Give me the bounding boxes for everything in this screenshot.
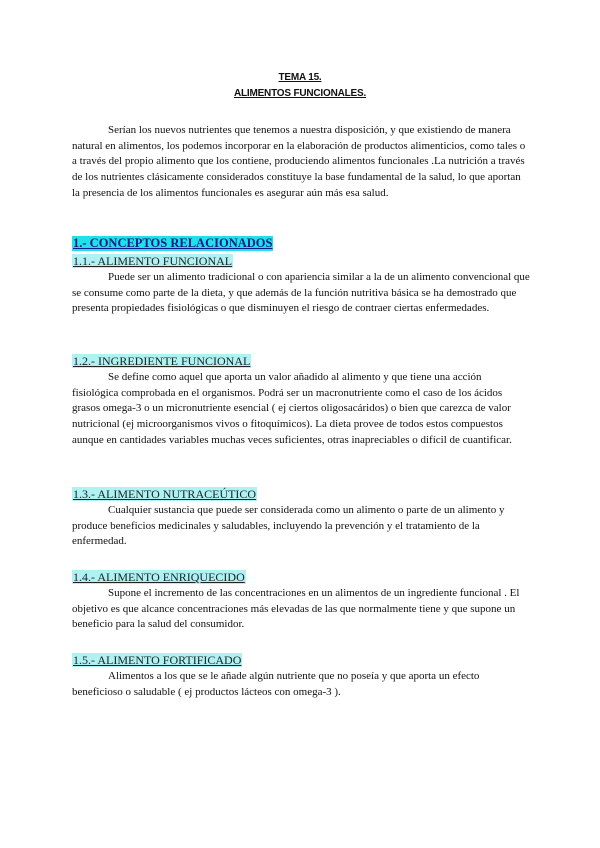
subsection-heading-5: 1.5.- ALIMENTO FORTIFICADO (73, 653, 242, 667)
subsection-body-2: Se define como aquel que aporta un valor añadido al alimento y que tiene una acción fisiológica comprobada en el organismos. Podrá ser un macronutriente como el caso de los ácidos grasos omega-3 o un micronutriente esencial ( ej ciertos oligosacáridos) o bien que carezca de valor nutricional (ej microorganismos vivos o fitoquímicos). La dieta provee de todos estos compuestos aunque en cantidades variables muchas veces suficientes, otras inapreciables o difícil de cuantificar. (72, 371, 512, 446)
subsection-body-3: Cualquier sustancia que puede ser considerada como un alimento o parte de un alimento y produce beneficios medicinales y saludables, incluyendo la prevención y el tratamiento de la enfermedad. (72, 504, 505, 548)
subsection-heading-4: 1.4.- ALIMENTO ENRIQUECIDO (73, 570, 245, 584)
subsection-body-5: Alimentos a los que se le añade algún nutriente que no poseía y que aporta un efecto beneficioso o saludable ( ej productos lácteos con omega-3 ). (72, 670, 480, 698)
subsection-heading-3: 1.3.- ALIMENTO NUTRACEÚTICO (73, 487, 257, 501)
document-title: TEMA 15. (278, 72, 322, 83)
section-heading: 1.- CONCEPTOS RELACIONADOS (73, 236, 273, 250)
subsection-body-1: Puede ser un alimento tradicional o con apariencia similar a la de un alimento convencional que se consume como parte de la dieta, y que además de la función nutritiva básica se ha demostrado que presenta propiedades fisiológicas o que disminuyen el riesgo de contraer ciertas enfermedades. (72, 271, 530, 315)
subsection-body-4: Supone el incremento de las concentraciones en un alimentos de un ingrediente funcional . El objetivo es que alcance concentraciones más elevadas de las que normalmente tiene y que supone un beneficio para la salud del consumidor. (72, 587, 520, 631)
document-subtitle: ALIMENTOS FUNCIONALES. (233, 88, 367, 99)
intro-paragraph: Serían los nuevos nutrientes que tenemos a nuestra disposición, y que existiendo de manera natural en alimentos, los podemos incorporar en la elaboración de productos alimenticios, como tales o a través del propio alimento que los contiene, produciendo alimentos funcionales .La nutrición a través de los nutrientes clásicamente considerados constituye la base fundamental de la salud, lo que aportan la presencia de los alimentos funcionales es asegurar aún más esa salud. (72, 124, 526, 199)
subsection-heading-1: 1.1.- ALIMENTO FUNCIONAL (73, 254, 233, 268)
subsection-heading-2: 1.2.- INGREDIENTE FUNCIONAL (73, 354, 251, 368)
